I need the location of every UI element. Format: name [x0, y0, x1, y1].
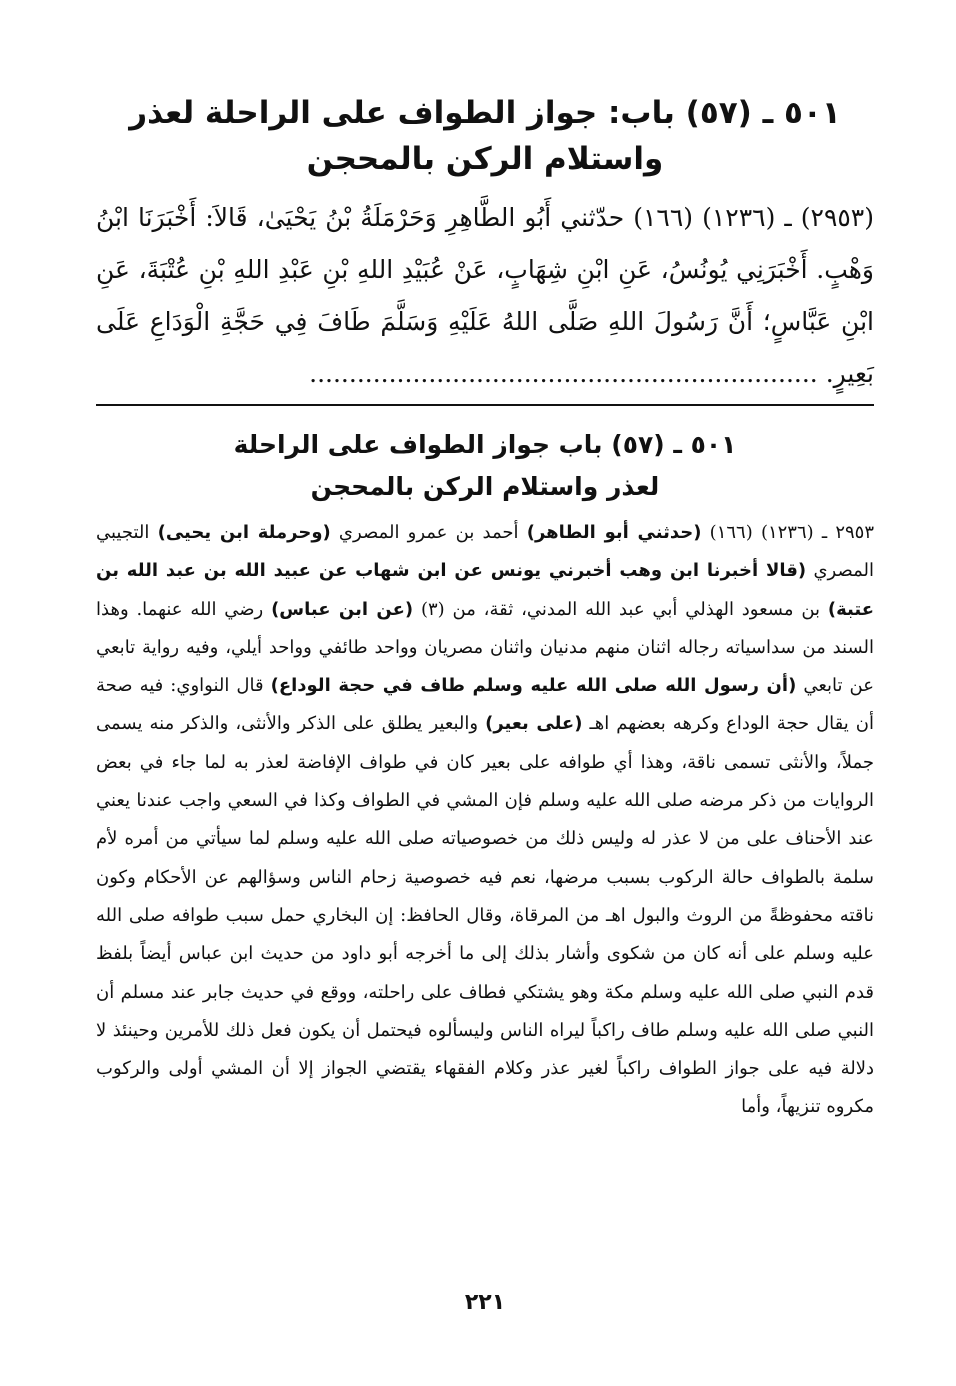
commentary-text-segment: أحمد بن عمرو المصري — [330, 522, 527, 543]
commentary-chapter-title — [96, 424, 874, 508]
quoted-text-segment: (عن ابن عباس) — [271, 598, 414, 620]
commentary-text-segment: والبعير يطلق على الذكر والأنثى، والذكر منه يسمى جملاً، والأنثى تسمى ناقة، وهذا أي طوافه على بعير كان في طواف الإفاضة لعذر به لما جاء في بعض الروايات من ذكر مرضه صلى الله عليه وسلم فإن المشي في الطواف وكذا في السعي واجب عندنا يعني عند الأحناف على من لا عذر له وليس ذلك من خصوصياته صلى الله عليه وسلم لما سيأتي من أمره لأم سلمة بالطواف حالة الركوب بسبب مرضها، نعم فيه خصوصية زحام الناس وسؤالهم عن الأحكام وكون ناقته محفوظةً من الروث والبول اهـ من المرقاة، وقال الحافظ: إن البخاري حمل سبب طوافه صلى الله عليه وسلم على أنه كان من شكوى وأشار بذلك إلى ما أخرجه أبو داود من حديث ابن عباس أيضاً بلفظ قدم النبي صلى الله عليه وسلم مكة وهو يشتكي فطاف على راحلته، ووقع في حديث جابر عند مسلم أن النبي صلى الله عليه وسلم طاف راكباً ليراه الناس وليسألوه فيحتمل أن يكون فعل ذلك للأمرين وحينئذ لا دلالة فيه على جواز الطواف راكباً لغير عذر وكلام الفقهاء يقتضي الجواز إلا أن المشي أولى والركوب مكروه تنزيهاً، وأما — [96, 713, 874, 1118]
page-number: ٢٢١ — [464, 1290, 506, 1315]
commentary-title-line-2: لعذر واستلام الركن بالمحجن — [310, 472, 660, 501]
chapter-title-line-1: ٥٠١ ـ (٥٧) باب: جواز الطواف على الراحلة لعذر — [129, 95, 841, 131]
commentary-text-segment: التجيبي المصري — [96, 522, 874, 582]
quoted-text-segment: (على بعير) — [485, 713, 583, 735]
commentary-text-segment: ٢٩٥٣ ـ (١٢٣٦) (١٦٦) — [701, 522, 875, 543]
chapter-title — [96, 90, 874, 182]
commentary-text — [96, 514, 874, 1127]
quoted-text-segment: (قالا أخبرنا ابن وهب أخبرني يونس عن ابن شهاب عن عبيد الله بن عبد الله بن عتبة) — [96, 560, 874, 620]
quoted-text-segment: (حدثني أبو الطاهر) — [526, 522, 702, 543]
commentary-text-segment: قال النواوي: فيه صحة أن يقال حجة الوداع وكرهه بعضهم اهـ — [96, 675, 874, 735]
commentary-title-line-1: ٥٠١ ـ (٥٧) باب جواز الطواف على الراحلة — [233, 430, 737, 459]
book-page — [96, 0, 874, 1386]
hadith-text-block — [96, 192, 874, 400]
dotted-leader: ................................................................ — [309, 359, 818, 388]
chapter-title-line-2: واستلام الركن بالمحجن — [306, 141, 664, 177]
quoted-text-segment: (وحرملة ابن يحيى) — [157, 522, 331, 543]
commentary-text-segment: رضي الله عنهما. وهذا السند من سداسياته رجاله اثنان منهم مدنيان واثنان مصريان وواحد طائفي وواحد أيلي، وفيه رواية تابعي عن تابعي — [96, 598, 874, 697]
quoted-text-segment: (أن رسول الله صلى الله عليه وسلم طاف في حجة الوداع) — [270, 675, 797, 697]
commentary-text-segment: بن مسعود الهذلي أبي عبد الله المدني، ثقة، من (٣) — [413, 598, 828, 620]
separator-line — [96, 404, 874, 406]
hadith-text: (٢٩٥٣) ـ (١٢٣٦) (١٦٦) حدّثني أَبُو الطَّاهِرِ وَحَرْمَلَةُ بْنُ يَحْيَىٰ، قَالاَ: أَخْبَرَنَا ابْنُ وَهْبٍ. أَخْبَرَنِي يُونُسُ، عَنِ ابْنِ شِهَابٍ، عَنْ عُبَيْدِ اللهِ بْنِ عَبْدِ اللهِ بْنِ عُتْبَةَ، عَنِ ابْنِ عَبَّاسٍ؛ أَنَّ رَسُولَ اللهِ صَلَّى اللهُ عَلَيْهِ وَسَلَّمَ طَافَ فِي حَجَّةِ الْوَدَاعِ عَلَى بَعِيرٍ. — [96, 203, 874, 388]
